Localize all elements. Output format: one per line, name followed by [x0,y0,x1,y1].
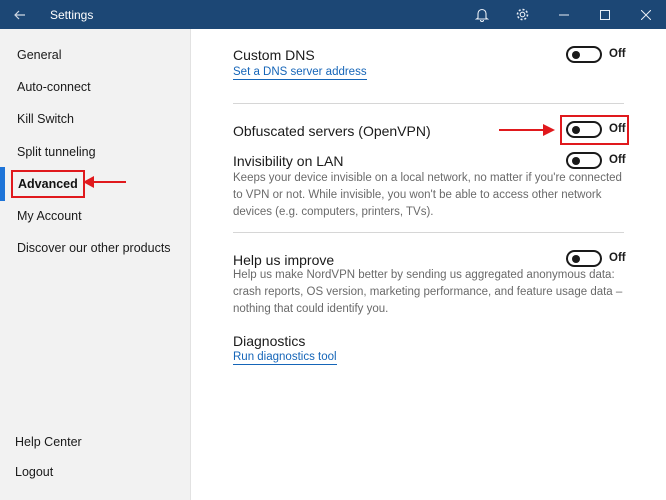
custom-dns-toggle-label: Off [609,48,626,60]
toggle-knob [572,157,580,165]
maximize-icon[interactable] [584,0,625,29]
minimize-icon[interactable] [543,0,584,29]
bell-icon[interactable] [461,0,502,29]
sidebar-item-general[interactable]: General [17,48,62,62]
sidebar-item-auto-connect[interactable]: Auto-connect [17,80,91,94]
help-improve-toggle[interactable] [566,250,602,267]
close-icon[interactable] [625,0,666,29]
help-improve-description: Help us make NordVPN better by sending us aggregated anonymous data: crash reports, OS version, marketing performance, and feature usage data – nothing that could identify you. [233,269,623,315]
annotation-arrow-icon [82,175,128,189]
obfuscated-servers-toggle[interactable] [566,121,602,138]
set-dns-link[interactable]: Set a DNS server address [233,66,367,78]
invisibility-lan-description: Keeps your device invisible on a local network, no matter if you're connected to VPN or not. While invisible, you won't be able to access other network devices (e.g. computers, printers, TVs). [233,172,622,218]
sidebar-item-kill-switch[interactable]: Kill Switch [17,112,74,126]
active-indicator [0,167,5,201]
help-improve-title: Help us improve [233,252,335,268]
sidebar-item-discover[interactable]: Discover our other products [17,241,171,255]
toggle-knob [572,255,580,263]
window-title: Settings [50,7,94,22]
obfuscated-servers-title: Obfuscated servers (OpenVPN) [233,123,431,139]
obfuscated-servers-toggle-label: Off [609,123,626,135]
custom-dns-toggle[interactable] [566,46,602,63]
divider [233,103,624,104]
annotation-arrow-icon [498,123,556,137]
sidebar-item-advanced[interactable] [11,170,85,198]
sidebar-item-label: Advanced [18,177,78,191]
invisibility-lan-toggle[interactable] [566,152,602,169]
divider [233,232,624,233]
title-bar [0,0,666,29]
custom-dns-title: Custom DNS [233,47,315,63]
diagnostics-title: Diagnostics [233,333,306,349]
sidebar-item-logout[interactable]: Logout [15,465,54,479]
gear-icon[interactable] [502,0,543,29]
run-diagnostics-link[interactable]: Run diagnostics tool [233,351,337,363]
sidebar-item-my-account[interactable]: My Account [17,209,82,223]
help-improve-toggle-label: Off [609,252,626,264]
sidebar [0,29,191,500]
sidebar-item-help-center[interactable]: Help Center [15,435,82,449]
toggle-knob [572,126,580,134]
sidebar-item-split-tunneling[interactable]: Split tunneling [17,145,96,159]
invisibility-lan-title: Invisibility on LAN [233,153,344,169]
settings-panel [192,29,666,500]
back-arrow-icon[interactable] [0,0,40,29]
invisibility-lan-toggle-label: Off [609,154,626,166]
toggle-knob [572,51,580,59]
